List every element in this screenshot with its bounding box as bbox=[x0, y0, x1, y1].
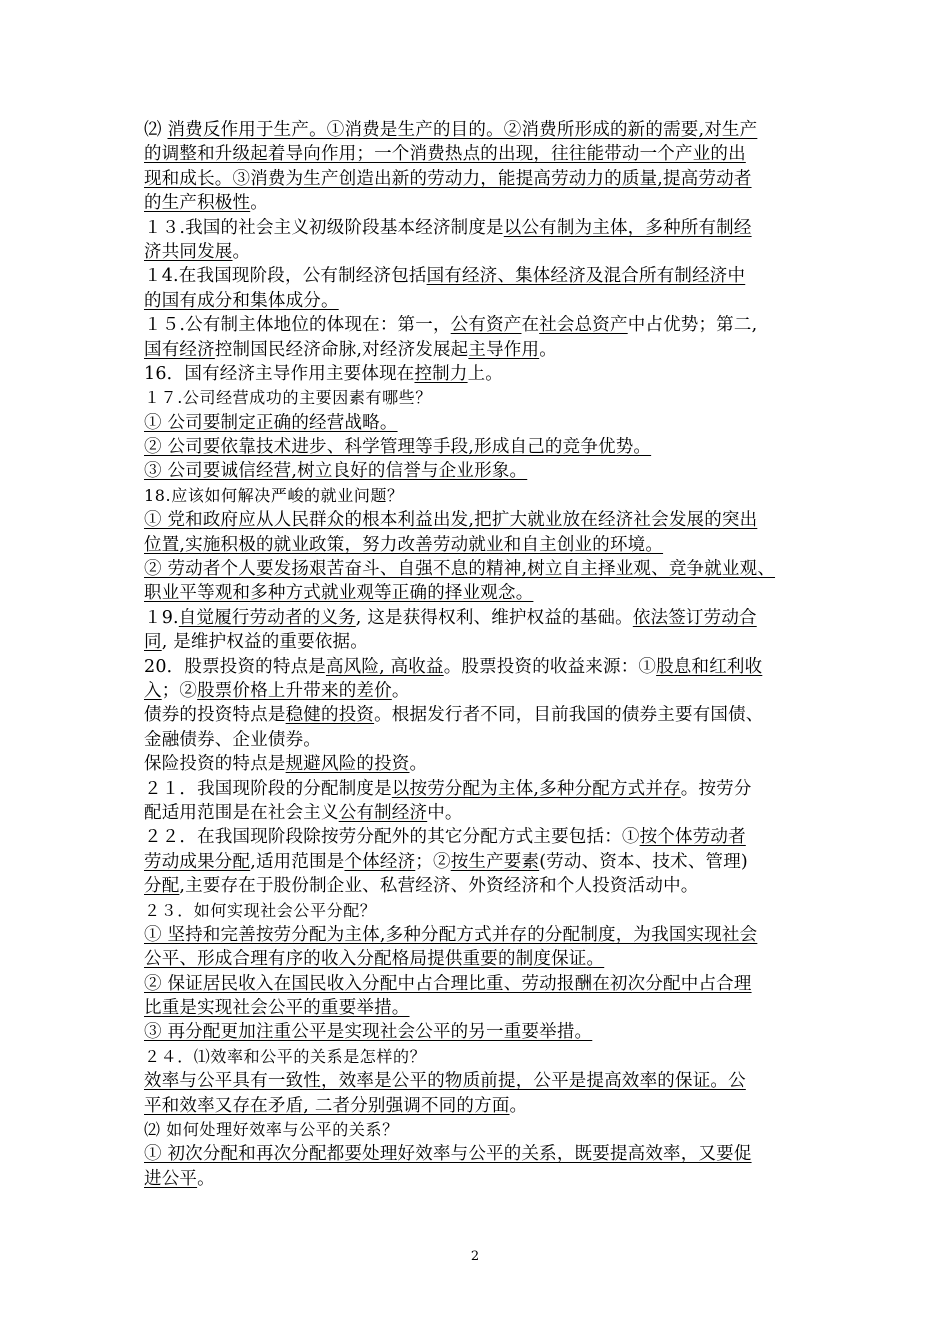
underlined-text: 股息和红利收 bbox=[656, 656, 763, 677]
text-segment: , 这是获得权利、维护权益的基础。 bbox=[355, 607, 633, 628]
text-segment: 在 bbox=[521, 315, 540, 336]
text-segment: ⑵ bbox=[144, 120, 168, 140]
underlined-text: 同 bbox=[144, 632, 162, 653]
text-line bbox=[144, 118, 824, 142]
text-line bbox=[144, 264, 824, 288]
text-line bbox=[144, 630, 824, 654]
underlined-text: 稳健的投资 bbox=[285, 705, 375, 726]
text-line bbox=[144, 655, 824, 679]
text-segment: 20．股票投资的特点是 bbox=[144, 656, 326, 677]
text-line bbox=[144, 362, 824, 386]
text-segment: 配适用范围是在社会主义 bbox=[144, 802, 339, 823]
underlined-text: 效率与公平具有一致性，效率是公平的物质前提，公平是提高效率的保证。公 bbox=[144, 1071, 746, 1092]
text-line bbox=[144, 874, 824, 898]
text-line bbox=[144, 801, 824, 825]
text-line bbox=[144, 557, 824, 581]
text-line bbox=[144, 752, 824, 776]
underlined-text: 公平、形成合理有序的收入分配格局提供重要的制度保证。 bbox=[144, 949, 605, 970]
text-segment: 。 bbox=[197, 1168, 215, 1189]
underlined-text: 现和成长。③消费为生产创造出新的劳动力，能提高劳动力的质量,提高劳动者 bbox=[144, 168, 752, 189]
text-line bbox=[144, 850, 824, 874]
text-segment: ２４．⑴效率和公平的关系是怎样的？ bbox=[144, 1046, 427, 1066]
underlined-text: 的生产积极性 bbox=[144, 193, 251, 214]
text-segment: ,适用范围是 bbox=[250, 851, 345, 872]
text-segment: １4.在我国现阶段，公有制经济包括 bbox=[144, 266, 427, 287]
text-line bbox=[144, 1094, 824, 1118]
underlined-text: 公有制经济 bbox=[338, 802, 428, 823]
text-segment: 金融债券、企业债券。 bbox=[144, 729, 321, 750]
underlined-text: 按个体劳动者 bbox=[639, 827, 746, 848]
underlined-text: 进公平 bbox=[144, 1168, 198, 1189]
text-segment: ２２．在我国现阶段除按劳分配外的其它分配方式主要包括：① bbox=[144, 827, 640, 848]
text-line bbox=[144, 313, 824, 337]
underlined-text: 的国有成分和集体成分。 bbox=[144, 290, 339, 311]
text-segment: 。 bbox=[409, 754, 428, 775]
text-segment: 上。 bbox=[467, 363, 503, 384]
underlined-text: ② 劳动者个人要发扬艰苦奋斗、自强不息的精神,树立自主择业观、竞争就业观、 bbox=[144, 559, 776, 580]
underlined-text: ① 公司要制定正确的经营战略。 bbox=[144, 412, 398, 433]
text-line bbox=[144, 240, 824, 264]
underlined-text: 以公有制为主体，多种所有制经 bbox=[503, 217, 752, 238]
question-line bbox=[144, 484, 824, 508]
text-segment: 中占优势；第二, bbox=[627, 315, 758, 336]
text-segment: ；② bbox=[415, 851, 451, 872]
text-line bbox=[144, 411, 824, 435]
text-segment: 。 bbox=[232, 241, 251, 262]
text-line bbox=[144, 533, 824, 557]
text-line bbox=[144, 142, 824, 166]
text-segment: ,主要存在于股份制企业、私营经济、外资经济和个人投资活动中。 bbox=[179, 876, 699, 897]
text-segment: (劳动、资本、技术、管理) bbox=[539, 851, 748, 872]
text-segment: 18.应该如何解决严峻的就业问题？ bbox=[144, 485, 404, 505]
underlined-text: 个体经济 bbox=[344, 851, 416, 872]
underlined-text: ② 保证居民收入在国民收入分配中占合理比重、劳动报酬在初次分配中占合理 bbox=[144, 973, 752, 994]
underlined-text: 消费反作用于生产。①消费是生产的目的。②消费所形成的新的需要,对生产 bbox=[167, 120, 758, 140]
text-segment: 控制国民经济命脉,对经济发展起 bbox=[214, 339, 469, 360]
text-segment: 。 bbox=[539, 339, 557, 360]
underlined-text: 依法签订劳动合 bbox=[632, 607, 757, 628]
question-line bbox=[144, 1045, 824, 1069]
underlined-text: 位置,实施积极的就业政策，努力改善劳动就业和自主创业的环境。 bbox=[144, 534, 664, 555]
text-line bbox=[144, 777, 824, 801]
text-line bbox=[144, 947, 824, 971]
text-line bbox=[144, 825, 824, 849]
question-line bbox=[144, 1118, 824, 1142]
text-line bbox=[144, 289, 824, 313]
text-line bbox=[144, 216, 824, 240]
page-number: 2 bbox=[470, 1249, 480, 1264]
underlined-text: 股票价格上升带来的差价 bbox=[197, 680, 392, 701]
underlined-text: 公有资产 bbox=[450, 315, 522, 336]
text-line bbox=[144, 459, 824, 483]
text-line bbox=[144, 996, 824, 1020]
text-line bbox=[144, 1069, 824, 1093]
text-segment: 。 bbox=[509, 1095, 528, 1116]
text-segment: １9. bbox=[144, 607, 179, 628]
underlined-text: 规避风险的投资 bbox=[285, 754, 410, 775]
text-line bbox=[144, 338, 824, 362]
underlined-text: ① 坚持和完善按劳分配为主体,多种分配方式并存的分配制度，为我国实现社会 bbox=[144, 924, 758, 945]
text-segment: 。股票投资的收益来源：① bbox=[443, 656, 657, 677]
underlined-text: 社会总资产 bbox=[539, 315, 628, 336]
underlined-text: ② 公司要依靠技术进步、科学管理等手段,形成自己的竞争优势。 bbox=[144, 437, 652, 458]
underlined-text: ① 初次分配和再次分配都要处理好效率与公平的关系，既要提高效率，又要促 bbox=[144, 1144, 752, 1165]
question-line bbox=[144, 386, 824, 410]
underlined-text: 的调整和升级起着导向作用；一个消费热点的出现，往往能带动一个产业的出 bbox=[144, 144, 746, 165]
text-line bbox=[144, 972, 824, 996]
text-segment: ２３．如何实现社会公平分配？ bbox=[144, 900, 377, 920]
text-segment: 。按劳分 bbox=[680, 778, 752, 799]
underlined-text: ③ 公司要诚信经营,树立良好的信誉与企业形象。 bbox=[144, 461, 528, 482]
underlined-text: 主导作用 bbox=[468, 339, 540, 360]
text-segment: １３.我国的社会主义初级阶段基本经济制度是 bbox=[144, 217, 504, 238]
underlined-text: 分配 bbox=[144, 876, 180, 897]
text-segment: ⑵ 如何处理好效率与公平的关系？ bbox=[144, 1120, 399, 1140]
text-line bbox=[144, 1142, 824, 1166]
text-segment: , 是维护权益的重要依据。 bbox=[161, 632, 368, 653]
underlined-text: ③ 再分配更加注重公平是实现社会公平的另一重要举措。 bbox=[144, 1022, 593, 1043]
underlined-text: 自觉履行劳动者的义务 bbox=[178, 607, 356, 628]
text-segment: 。根据发行者不同，目前我国的债券主要有国债、 bbox=[374, 705, 764, 726]
underlined-text: 以按劳分配为主体,多种分配方式并存 bbox=[391, 778, 681, 799]
text-line bbox=[144, 581, 824, 605]
underlined-text: 职业平等观和多种方式就业观等正确的择业观念。 bbox=[144, 583, 534, 604]
text-line bbox=[144, 1020, 824, 1044]
text-line bbox=[144, 191, 824, 215]
text-line bbox=[144, 1167, 824, 1191]
text-segment: 。 bbox=[391, 680, 410, 701]
text-segment: 。 bbox=[250, 193, 268, 214]
underlined-text: 国有经济 bbox=[144, 339, 215, 360]
text-segment: １５.公有制主体地位的体现在：第一， bbox=[144, 315, 451, 336]
underlined-text: 劳动成果分配 bbox=[144, 851, 251, 872]
text-line bbox=[144, 167, 824, 191]
underlined-text: 平和效率又存在矛盾, 二者分别强调不同的方面 bbox=[144, 1095, 510, 1116]
document-body bbox=[144, 118, 824, 1191]
text-line bbox=[144, 508, 824, 532]
underlined-text: 入 bbox=[144, 680, 162, 701]
text-segment: 债券的投资特点是 bbox=[144, 705, 286, 726]
underlined-text: 按生产要素 bbox=[450, 851, 540, 872]
text-segment: 16．国有经济主导作用主要体现在 bbox=[144, 363, 415, 384]
text-segment: ；② bbox=[161, 680, 198, 701]
text-line bbox=[144, 679, 824, 703]
text-line bbox=[144, 435, 824, 459]
underlined-text: 高风险, 高收益 bbox=[325, 656, 444, 677]
text-line bbox=[144, 728, 824, 752]
text-segment: ２１．我国现阶段的分配制度是 bbox=[144, 778, 392, 799]
text-segment: １７.公司经营成功的主要因素有哪些？ bbox=[144, 388, 432, 408]
text-line bbox=[144, 703, 824, 727]
underlined-text: 控制力 bbox=[414, 363, 468, 384]
underlined-text: 比重是实现社会公平的重要举措。 bbox=[144, 998, 410, 1019]
underlined-text: 济共同发展 bbox=[144, 241, 233, 262]
text-line bbox=[144, 923, 824, 947]
text-line bbox=[144, 606, 824, 630]
text-segment: 保险投资的特点是 bbox=[144, 754, 286, 775]
text-segment: 中。 bbox=[427, 802, 463, 823]
underlined-text: ① 党和政府应从人民群众的根本利益出发,把扩大就业放在经济社会发展的突出 bbox=[144, 510, 758, 531]
question-line bbox=[144, 899, 824, 923]
underlined-text: 国有经济、集体经济及混合所有制经济中 bbox=[426, 266, 746, 287]
